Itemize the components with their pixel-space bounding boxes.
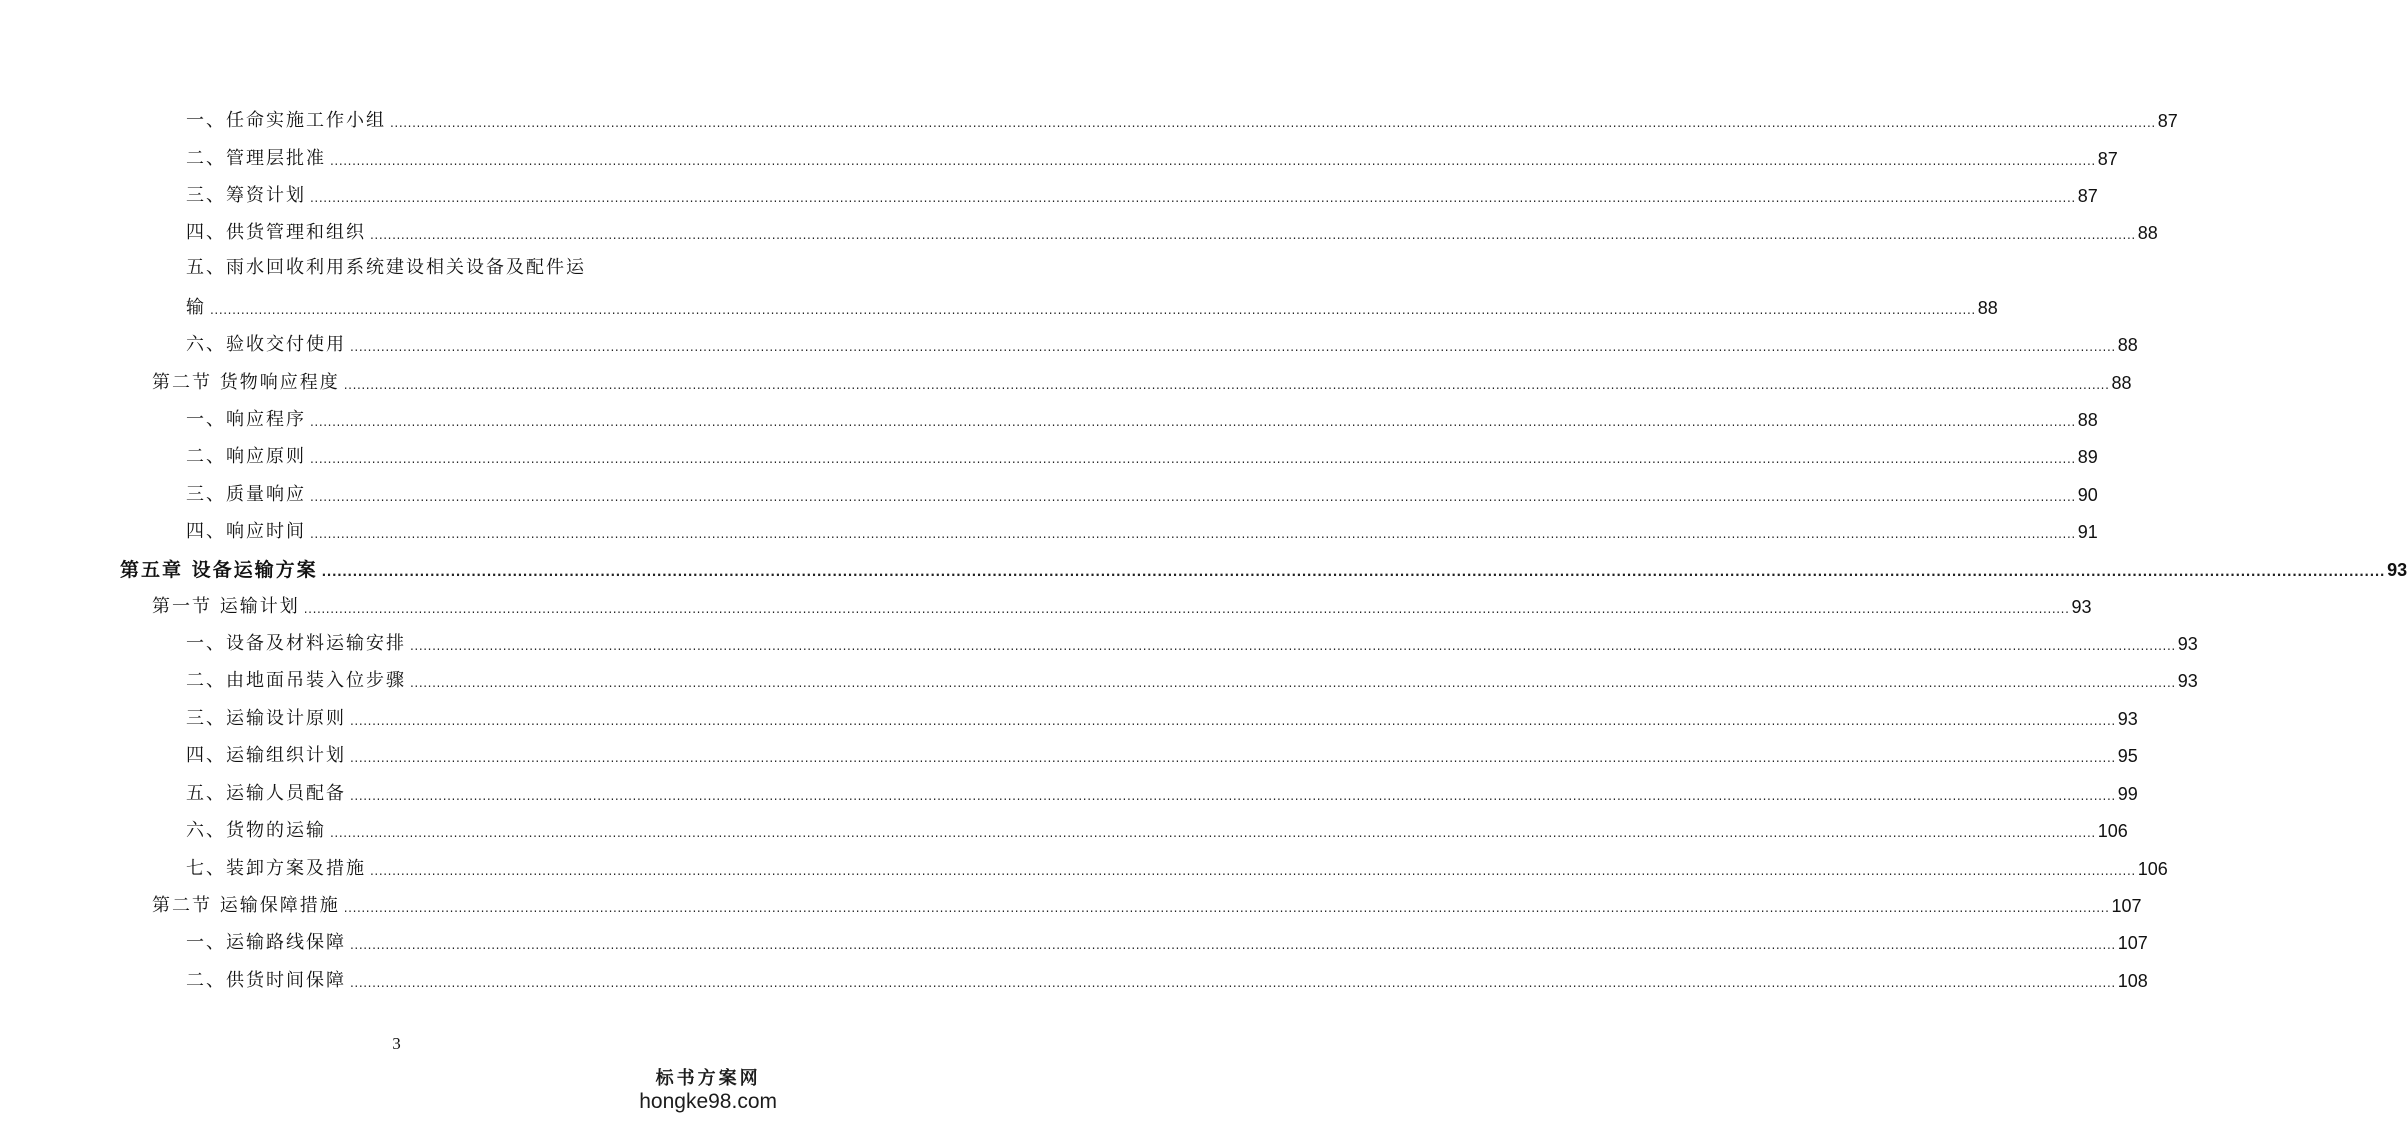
toc-entry-page: 107 [2111, 896, 2142, 916]
toc-entry-title: 第二节 运输保障措施 [152, 895, 340, 916]
toc-entry[interactable] [186, 662, 2198, 692]
toc-entry-title: 七、装卸方案及措施 [186, 858, 366, 879]
watermark-url: hongke98.com [639, 1090, 777, 1113]
toc-entry-title: 一、运输路线保障 [186, 932, 346, 953]
toc-entry[interactable] [186, 962, 2148, 992]
toc-entry-title: 一、任命实施工作小组 [186, 110, 386, 131]
leader-dots: ................................................................................................................................................................................................................................................................................................................................................................................................................ [310, 490, 2076, 504]
toc-entry[interactable] [186, 326, 2138, 356]
toc-entry-title: 二、响应原则 [186, 446, 306, 467]
leader-dots: ................................................................................................................................................................................................................................................................................................................................................................................................................ [350, 976, 2116, 990]
leader-dots: ................................................................................................................................................................................................................................................................................................................................................................................................................ [321, 565, 2386, 579]
page-number: 3 [392, 1034, 401, 1053]
toc-entry-page: 87 [2077, 186, 2098, 206]
toc-entry-title: 五、运输人员配备 [186, 783, 346, 804]
toc-entry[interactable] [186, 289, 1998, 319]
toc-entry-title: 四、运输组织计划 [186, 745, 346, 766]
toc-entry[interactable] [186, 700, 2138, 730]
toc-entry-page: 106 [2137, 859, 2168, 879]
toc-entry-title: 第五章 设备运输方案 [120, 559, 318, 581]
leader-dots: ................................................................................................................................................................................................................................................................................................................................................................................................................ [343, 901, 2110, 915]
toc-entry[interactable] [186, 812, 2128, 842]
toc-entry-section[interactable] [152, 588, 2092, 618]
leader-dots: ................................................................................................................................................................................................................................................................................................................................................................................................................ [210, 303, 1976, 317]
toc-entry[interactable] [186, 850, 2168, 880]
toc-entry-page: 88 [2077, 410, 2098, 430]
toc-entry-page: 99 [2117, 784, 2138, 804]
toc-entry-page: 87 [2097, 149, 2118, 169]
toc-entry-page: 88 [1977, 298, 1998, 318]
leader-dots: ................................................................................................................................................................................................................................................................................................................................................................................................................ [330, 826, 2096, 840]
toc-entry-page: 93 [2387, 560, 2407, 580]
toc-entry-title: 三、筹资计划 [186, 185, 306, 206]
toc-entry-section[interactable] [152, 887, 2142, 917]
leader-dots: ................................................................................................................................................................................................................................................................................................................................................................................................................ [370, 864, 2136, 878]
toc-entry[interactable] [186, 140, 2118, 170]
toc-entry[interactable] [186, 775, 2138, 805]
toc-entry-title: 三、运输设计原则 [186, 708, 346, 729]
leader-dots: ................................................................................................................................................................................................................................................................................................................................................................................................................ [350, 789, 2116, 803]
leader-dots: ................................................................................................................................................................................................................................................................................................................................................................................................................ [390, 116, 2156, 130]
leader-dots: ................................................................................................................................................................................................................................................................................................................................................................................................................ [350, 938, 2116, 952]
leader-dots: ................................................................................................................................................................................................................................................................................................................................................................................................................ [370, 228, 2136, 242]
toc-entry-title: 一、响应程序 [186, 409, 306, 430]
toc-entry-title: 六、货物的运输 [186, 820, 326, 841]
toc-entry-title: 四、供货管理和组织 [186, 222, 366, 243]
toc-entry-page: 93 [2071, 597, 2092, 617]
leader-dots: ................................................................................................................................................................................................................................................................................................................................................................................................................ [310, 527, 2076, 541]
toc-entry-title: 三、质量响应 [186, 484, 306, 505]
toc-entry[interactable] [186, 438, 2098, 468]
toc-entry-chapter[interactable] [120, 551, 2407, 581]
leader-dots: ................................................................................................................................................................................................................................................................................................................................................................................................................ [350, 714, 2116, 728]
toc-entry-page: 93 [2177, 634, 2198, 654]
toc-entry-title: 二、管理层批准 [186, 148, 326, 169]
toc-entry[interactable] [186, 924, 2148, 954]
leader-dots: ................................................................................................................................................................................................................................................................................................................................................................................................................ [410, 639, 2176, 653]
toc-entry-page: 89 [2077, 447, 2098, 467]
toc-entry-page: 88 [2137, 223, 2158, 243]
toc-entry-page: 90 [2077, 485, 2098, 505]
toc-entry[interactable] [186, 214, 2158, 244]
leader-dots: ................................................................................................................................................................................................................................................................................................................................................................................................................ [303, 602, 2070, 616]
toc-entry-page: 88 [2117, 335, 2138, 355]
toc-entry[interactable] [186, 401, 2098, 431]
leader-dots: ................................................................................................................................................................................................................................................................................................................................................................................................................ [310, 191, 2076, 205]
leader-dots: ................................................................................................................................................................................................................................................................................................................................................................................................................ [343, 378, 2110, 392]
toc-entry-title: 第二节 货物响应程度 [152, 372, 340, 393]
toc-entry-page: 106 [2097, 821, 2128, 841]
leader-dots: ................................................................................................................................................................................................................................................................................................................................................................................................................ [410, 676, 2176, 690]
toc-entry[interactable] [186, 102, 2178, 132]
toc-entry[interactable] [186, 513, 2098, 543]
leader-dots: ................................................................................................................................................................................................................................................................................................................................................................................................................ [330, 154, 2096, 168]
toc-entry-title: 第一节 运输计划 [152, 596, 300, 617]
watermark-site-name: 标书方案网 [655, 1068, 761, 1089]
toc-entry-section[interactable] [152, 364, 2132, 394]
toc-entry[interactable] [186, 625, 2198, 655]
leader-dots: ................................................................................................................................................................................................................................................................................................................................................................................................................ [350, 340, 2116, 354]
toc-entry-title: 输 [186, 297, 206, 318]
leader-dots: ................................................................................................................................................................................................................................................................................................................................................................................................................ [350, 751, 2116, 765]
watermark [639, 1064, 777, 1114]
toc-entry-title: 二、由地面吊装入位步骤 [186, 670, 406, 691]
toc-entry-page: 93 [2177, 671, 2198, 691]
toc-entry-page: 108 [2117, 971, 2148, 991]
toc-entry-title: 四、响应时间 [186, 521, 306, 542]
toc-entry-page: 91 [2077, 522, 2098, 542]
leader-dots: ................................................................................................................................................................................................................................................................................................................................................................................................................ [310, 415, 2076, 429]
toc-entry[interactable] [186, 737, 2138, 767]
toc-entry-title: 一、设备及材料运输安排 [186, 633, 406, 654]
toc-entry-title-wrapped[interactable]: 五、雨水回收利用系统建设相关设备及配件运 [186, 257, 586, 278]
toc-entry-title: 二、供货时间保障 [186, 970, 346, 991]
toc-entry-page: 95 [2117, 746, 2138, 766]
toc-entry-page: 88 [2111, 373, 2132, 393]
toc-entry[interactable] [186, 177, 2098, 207]
toc-entry-page: 93 [2117, 709, 2138, 729]
toc-entry-title: 六、验收交付使用 [186, 334, 346, 355]
toc-entry-page: 107 [2117, 933, 2148, 953]
toc-entry-page: 87 [2157, 111, 2178, 131]
leader-dots: ................................................................................................................................................................................................................................................................................................................................................................................................................ [310, 452, 2076, 466]
toc-entry[interactable] [186, 476, 2098, 506]
